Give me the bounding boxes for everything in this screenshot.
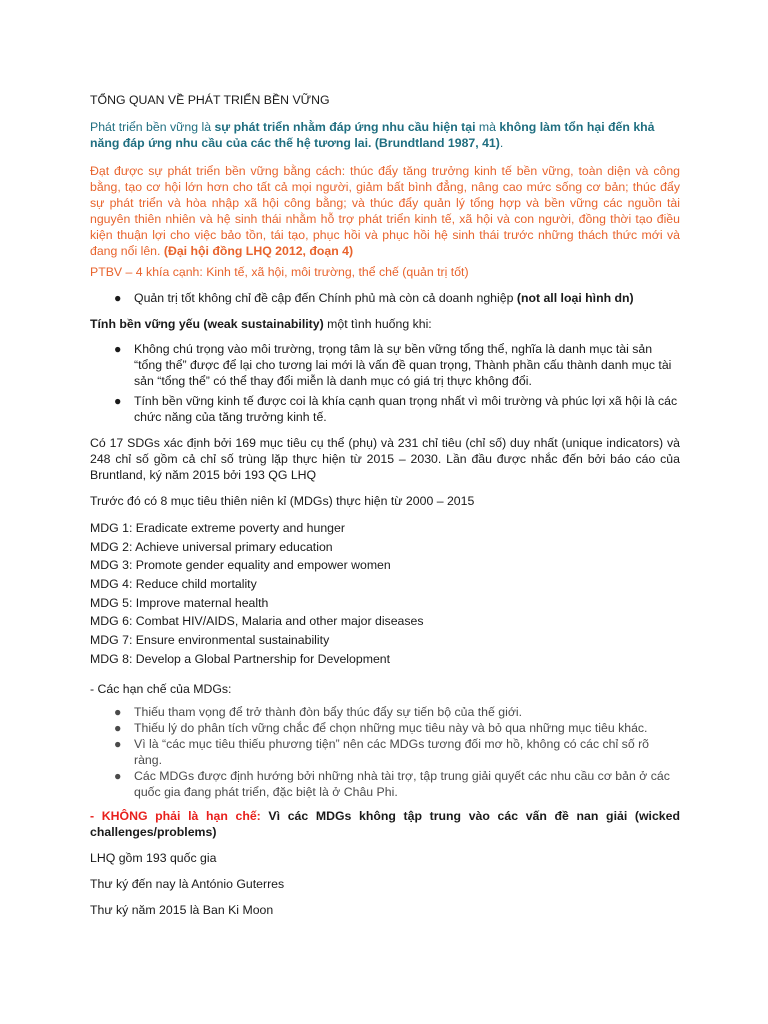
definition-text-2: mà	[475, 120, 500, 134]
achieve-text: Đạt được sự phát triển bền vững bằng cách: thúc đẩy tăng trưởng kinh tế bền vững, toàn diện và công bằng, tạo cơ hội lớn hơn cho tất cả mọi người, giảm bất bình đẳng, nâng cao mức sống cơ bản; thúc đẩy sự phát triển và hòa nhập xã hội công bằng; và thúc đẩy quản lý tổng hợp và bền vững các nguồn tài nguyên thiên nhiên và hệ sinh thái nhằm hỗ trợ phát triển kinh tế, xã hội và con người, đồng thời tạo điều kiện thuận lợi cho việc bảo tồn, tái tạo, phục hồi và phục hồi hệ sinh thái trước những thách thức mới và đang nổi lên.	[90, 164, 680, 258]
not-limit-label: - KHÔNG phải là hạn chế:	[90, 809, 261, 823]
not-limit-paragraph	[90, 808, 680, 840]
bullet-icon: ●	[114, 394, 122, 408]
list-item	[90, 720, 680, 736]
definition-text-1: Phát triển bền vững là	[90, 120, 215, 134]
ptbv-heading: PTBV – 4 khía cạnh: Kinh tế, xã hội, môi trường, thể chế (quản trị tốt)	[90, 265, 469, 279]
mdg-item: MDG 7: Ensure environmental sustainability	[90, 633, 330, 647]
list-item	[90, 290, 680, 306]
limit-text: Thiếu tham vọng để trở thành đòn bẩy thúc đẩy sự tiến bộ của thế giới.	[134, 705, 523, 719]
limit-text: Các MDGs được định hướng bởi những nhà tài trợ, tập trung giải quyết các nhu cầu cơ bản ở các quốc gia đang phát triển, đặc biệt là ở Châu Phi.	[134, 769, 670, 799]
limit-text: Thiếu lý do phân tích vững chắc để chọn những mục tiêu này và bỏ qua những mục tiêu khác.	[134, 721, 648, 735]
definition-bold-1: sự phát triển nhằm đáp ứng nhu cầu hiện tại	[214, 120, 476, 134]
mdg-item: MDG 8: Develop a Global Partnership for Development	[90, 652, 391, 666]
bullet-icon: ●	[114, 291, 122, 305]
weak-item-text: Tính bền vững kinh tế được coi là khía cạnh quan trọng nhất vì môi trường và phúc lợi xã hội là các chức năng của tăng trưởng kinh tế.	[134, 394, 678, 424]
governance-text: Quản trị tốt không chỉ đề cập đến Chính phủ mà còn cả doanh nghiệp	[134, 291, 517, 305]
definition-bold-2: không làm tổn hại đến khả năng đáp ứng nhu cầu của các thế hệ tương lai. (Brundtland 1987, 41)	[90, 120, 655, 150]
mdg-item: MDG 6: Combat HIV/AIDS, Malaria and other major diseases	[90, 614, 424, 628]
governance-list	[90, 290, 680, 306]
list-item	[90, 341, 680, 389]
list-item	[90, 393, 680, 425]
mdg-item: MDG 4: Reduce child mortality	[90, 577, 257, 591]
bullet-icon: ●	[114, 705, 122, 719]
achieve-citation: (Đại hội đồng LHQ 2012, đoạn 4)	[163, 244, 354, 258]
weak-text: một tình huống khi:	[323, 317, 432, 331]
document-title: TỔNG QUAN VỀ PHÁT TRIỂN BỀN VỮNG	[90, 93, 330, 107]
fact-line: Thư ký đến nay là António Guterres	[90, 877, 285, 891]
fact-line: Thư ký năm 2015 là Ban Ki Moon	[90, 903, 274, 917]
bullet-icon: ●	[114, 737, 122, 751]
weak-bold: Tính bền vững yếu (weak sustainability)	[90, 317, 324, 331]
governance-bold: (not all loại hình dn)	[516, 291, 634, 305]
bullet-icon: ●	[114, 769, 122, 783]
weak-sustainability-list	[90, 341, 680, 425]
mdg-item: MDG 2: Achieve universal primary education	[90, 540, 333, 554]
list-item	[90, 704, 680, 720]
achieve-paragraph	[90, 163, 680, 259]
bullet-icon: ●	[114, 721, 122, 735]
definition-text-3: .	[499, 136, 504, 150]
sdgs-paragraph: Có 17 SDGs xác định bởi 169 mục tiêu cụ thể (phụ) và 231 chỉ tiêu (chỉ số) duy nhất (unique indicators) và 248 chỉ số gồm cả chỉ số trùng lặp thực hiện từ 2015 – 2030. Lần đầu được nhắc đến bởi báo cáo của Bruntland, ký năm 2015 bởi 193 QG LHQ	[90, 436, 680, 482]
not-limit-text: Vì các MDGs không tập trung vào các vấn đề nan giải (wicked challenges/problems)	[90, 809, 680, 839]
mdg-item: MDG 3: Promote gender equality and empower women	[90, 558, 391, 572]
list-item	[90, 768, 680, 800]
limits-heading: - Các hạn chế của MDGs:	[90, 682, 232, 696]
definition-paragraph	[90, 119, 680, 151]
limits-list	[90, 704, 680, 800]
mdgs-intro: Trước đó có 8 mục tiêu thiên niên kỉ (MDGs) thực hiện từ 2000 – 2015	[90, 494, 475, 508]
fact-line: LHQ gồm 193 quốc gia	[90, 851, 217, 865]
mdg-item: MDG 5: Improve maternal health	[90, 596, 269, 610]
bullet-icon: ●	[114, 342, 122, 356]
weak-sustainability-heading	[90, 316, 680, 332]
limit-text: Vì là “các mục tiêu thiếu phương tiện” nên các MDGs tương đối mơ hồ, không có các chỉ số rõ ràng.	[134, 737, 650, 767]
list-item	[90, 736, 680, 768]
mdg-item: MDG 1: Eradicate extreme poverty and hunger	[90, 521, 345, 535]
weak-item-text: Không chú trọng vào môi trường, trọng tâm là sự bền vững tổng thể, nghĩa là danh mục tài sản “tổng thể” được để lại cho tương lai mới là vấn đề quan trọng, Thành phần cấu thành danh mục tài sản “tổng thể” có thể thay đổi miễn là danh mục có giá trị thực không đổi.	[134, 342, 672, 388]
